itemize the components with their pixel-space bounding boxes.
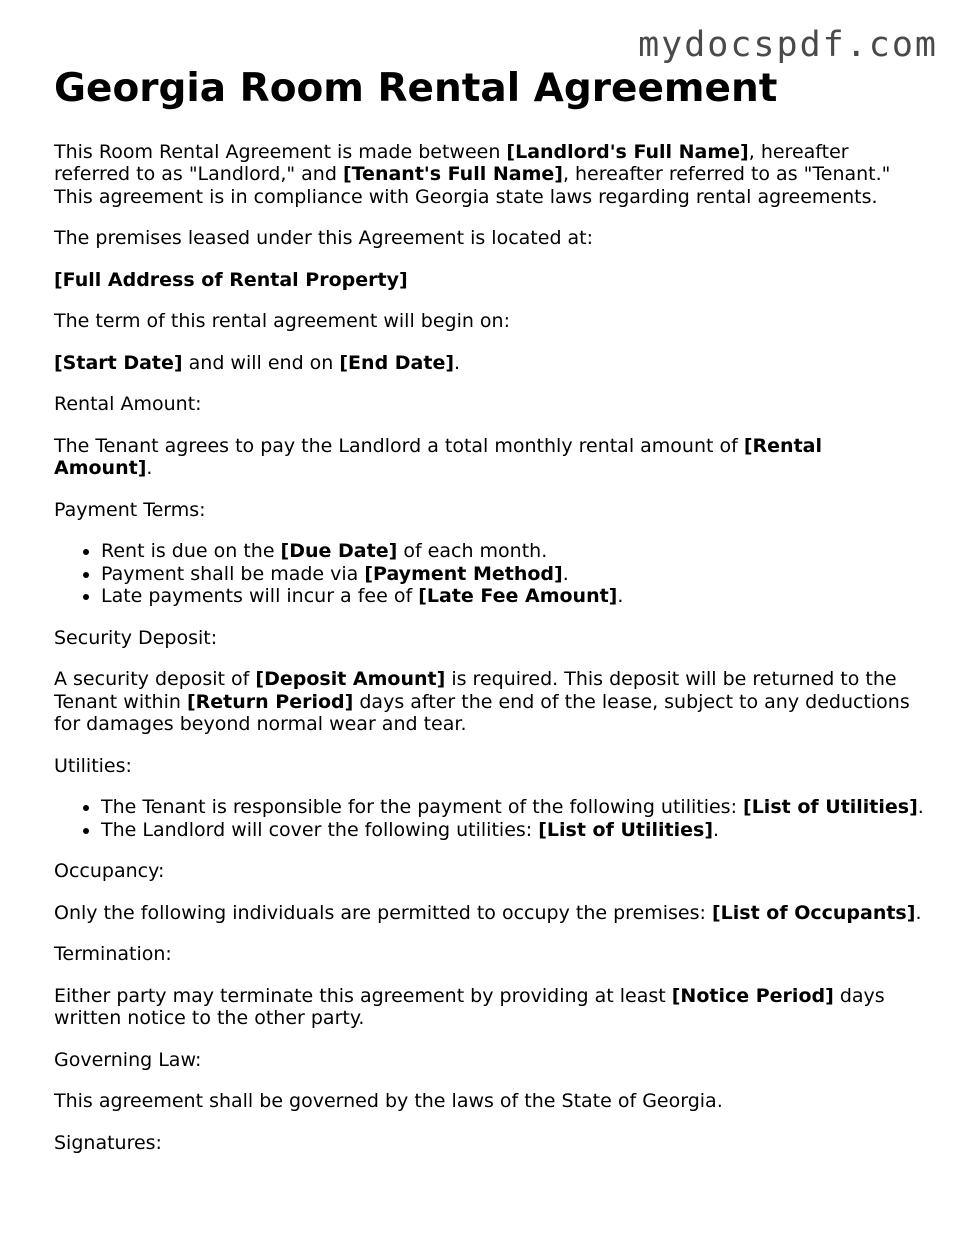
premises-label: The premises leased under this Agreement is located at: <box>54 227 594 250</box>
list-item <box>101 819 924 842</box>
list-item <box>101 540 924 563</box>
governing-law-paragraph: This agreement shall be governed by the laws of the State of Georgia. <box>54 1090 723 1113</box>
rental-amount-placeholder: [Rental Amount] <box>54 434 823 480</box>
item-text: Rent is due on the <box>101 540 281 563</box>
item-text: . <box>713 818 720 841</box>
end-date-placeholder: [End Date] <box>339 351 455 374</box>
termination-heading: Termination: <box>54 943 172 966</box>
utilities-list <box>54 796 924 841</box>
deposit-amount-placeholder: [Deposit Amount] <box>255 668 446 691</box>
occupants-placeholder: [List of Occupants] <box>711 901 916 924</box>
signatures-heading: Signatures: <box>54 1131 162 1154</box>
item-text: of each month. <box>397 540 548 563</box>
deposit-text-2: is required. This deposit will be returned to the Tenant within <box>54 668 897 713</box>
rental-text: The Tenant agrees to pay the Landlord a total monthly rental amount of <box>54 434 744 457</box>
late-fee-placeholder: [Late Fee Amount] <box>418 585 618 608</box>
utilities-heading: Utilities: <box>54 754 132 777</box>
occupancy-text: Only the following individuals are permitted to occupy the premises: <box>54 901 712 924</box>
notice-period-placeholder: [Notice Period] <box>671 984 834 1007</box>
termination-text-1: Either party may terminate this agreement by providing at least <box>54 984 672 1007</box>
list-item <box>101 585 924 608</box>
rental-heading: Rental Amount: <box>54 393 202 416</box>
item-text: The Landlord will cover the following utilities: <box>101 818 539 841</box>
term-mid-text: and will end on <box>182 351 340 374</box>
rental-period: . <box>146 457 153 480</box>
list-item <box>101 563 924 586</box>
item-text: . <box>617 585 624 608</box>
occupancy-heading: Occupancy: <box>54 860 165 883</box>
deposit-heading: Security Deposit: <box>54 626 218 649</box>
landlord-name-placeholder: [Landlord's Full Name] <box>506 140 749 163</box>
deposit-paragraph <box>54 668 924 736</box>
intro-text-2: , hereafter referred to as "Landlord," and <box>54 140 849 186</box>
premises-address <box>54 269 924 292</box>
deposit-text-3: days after the end of the lease, subject to any deductions for damages beyond normal wear and tear. <box>54 690 910 736</box>
return-period-placeholder: [Return Period] <box>186 690 354 713</box>
term-period: . <box>454 351 461 374</box>
landlord-utilities-placeholder: [List of Utilities] <box>538 818 714 841</box>
payment-terms-list <box>54 540 924 608</box>
occupancy-paragraph <box>54 902 924 925</box>
document-body <box>54 66 924 1173</box>
payment-heading: Payment Terms: <box>54 498 206 521</box>
item-text: . <box>917 796 924 819</box>
watermark: mydocspdf.com <box>638 25 938 65</box>
term-dates <box>54 352 924 375</box>
document-title: Georgia Room Rental Agreement <box>54 66 778 111</box>
item-text: The Tenant is responsible for the payment of the following utilities: <box>101 796 744 819</box>
governing-law-heading: Governing Law: <box>54 1048 202 1071</box>
tenant-name-placeholder: [Tenant's Full Name] <box>342 163 563 186</box>
rental-paragraph <box>54 435 924 480</box>
occupancy-period: . <box>915 901 922 924</box>
list-item <box>101 796 924 819</box>
item-text: . <box>562 562 569 585</box>
due-date-placeholder: [Due Date] <box>280 540 398 563</box>
intro-paragraph <box>54 141 924 209</box>
payment-method-placeholder: [Payment Method] <box>364 562 563 585</box>
term-label: The term of this rental agreement will begin on: <box>54 310 510 333</box>
item-text: Late payments will incur a fee of <box>101 585 419 608</box>
intro-text-1: This Room Rental Agreement is made between <box>54 140 507 163</box>
address-placeholder: [Full Address of Rental Property] <box>54 268 408 291</box>
termination-paragraph <box>54 985 924 1030</box>
termination-text-2: days written notice to the other party. <box>54 984 885 1030</box>
intro-text-3: , hereafter referred to as "Tenant." This agreement is in compliance with Georgia state laws regarding rental agreements. <box>54 163 891 208</box>
item-text: Payment shall be made via <box>101 562 365 585</box>
tenant-utilities-placeholder: [List of Utilities] <box>743 796 918 819</box>
start-date-placeholder: [Start Date] <box>54 351 183 374</box>
deposit-text-1: A security deposit of <box>54 668 256 691</box>
